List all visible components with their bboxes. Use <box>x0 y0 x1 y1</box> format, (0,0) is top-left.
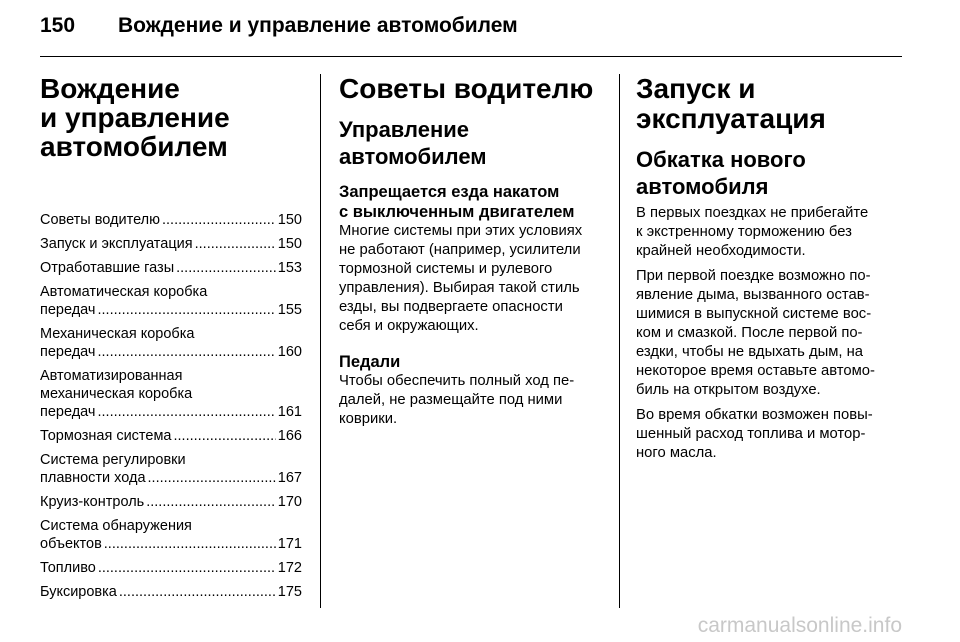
toc-leader-dots <box>162 211 276 229</box>
coasting-paragraph <box>339 222 611 336</box>
toc-entry[interactable] <box>40 325 302 361</box>
driving-tips-column <box>339 74 611 435</box>
toc-entry-title: Автоматизированная <box>40 368 183 384</box>
break-in-paragraph-1 <box>636 204 906 261</box>
text-line: тормозной системы и рулевого <box>339 261 553 277</box>
text-line: крайней необходимости. <box>636 243 806 259</box>
text-line: ного масла. <box>636 445 717 461</box>
text-line: биль на открытом воздухе. <box>636 382 821 398</box>
toc-leader-dots <box>98 403 276 421</box>
coasting-heading-line: с выключенным двигателем <box>339 203 575 221</box>
toc-entry[interactable] <box>40 451 302 487</box>
toc-entry[interactable] <box>40 211 302 229</box>
text-line: Во время обкатки возможен повы- <box>636 407 873 423</box>
toc-entry-title: Отработавшие газы <box>40 260 175 276</box>
toc-leader-dots <box>98 301 276 319</box>
text-line: к экстренному торможению без <box>636 224 852 240</box>
toc-entry-title: плавности хода <box>40 470 146 486</box>
pedals-paragraph <box>339 372 611 429</box>
toc-entry[interactable] <box>40 259 302 277</box>
text-line: Многие системы при этих условиях <box>339 223 583 239</box>
toc-entry[interactable] <box>40 559 302 577</box>
chapter-title <box>40 74 302 161</box>
text-line: Чтобы обеспечить полный ход пе- <box>339 373 575 389</box>
page-number: 150 <box>40 14 76 37</box>
toc-page-number: 150 <box>277 236 302 252</box>
text-line: не работают (например, усилители <box>339 242 581 258</box>
toc-page-number: 160 <box>277 344 302 360</box>
toc-page-number: 155 <box>277 302 302 318</box>
toc-page-number: 171 <box>277 536 302 552</box>
toc-page-number: 166 <box>277 428 302 444</box>
text-line: шимися в выпускной системе вос- <box>636 306 872 322</box>
toc-entry-title: Круиз-контроль <box>40 494 145 510</box>
column-divider-2 <box>619 74 620 608</box>
toc-leader-dots <box>98 559 276 577</box>
text-line: явление дыма, вызванного остав- <box>636 287 870 303</box>
section-title: Советы водителю <box>339 73 594 104</box>
toc-entry[interactable] <box>40 367 302 421</box>
subsection-title-line: автомобилем <box>339 144 487 169</box>
toc-entry-title: Топливо <box>40 560 96 576</box>
toc-page-number: 175 <box>277 584 302 600</box>
chapter-title-line: Вождение <box>40 73 180 104</box>
coasting-heading <box>339 182 611 222</box>
text-line: В первых поездках не прибегайте <box>636 205 869 221</box>
toc-leader-dots <box>195 235 276 253</box>
toc-entry-title: Система обнаружения <box>40 518 192 534</box>
toc-entry-title: механическая коробка <box>40 386 193 402</box>
text-line: ездки, чтобы не вдыхать дым, на <box>636 344 864 360</box>
toc-entry-title: передач <box>40 344 96 360</box>
toc-page-number: 153 <box>277 260 302 276</box>
toc-entry[interactable] <box>40 283 302 319</box>
toc-page-number: 167 <box>277 470 302 486</box>
page-header <box>40 14 518 44</box>
text-line: шенный расход топлива и мотор- <box>636 426 866 442</box>
toc-entry[interactable] <box>40 427 302 445</box>
toc-page-number: 172 <box>277 560 302 576</box>
subsection-title <box>339 116 611 170</box>
toc-entry[interactable] <box>40 517 302 553</box>
subsection-title-line: Обкатка нового <box>636 147 806 172</box>
column-divider-1 <box>320 74 321 608</box>
toc-entry-title: передач <box>40 404 96 420</box>
toc-leader-dots <box>148 469 276 487</box>
text-line: езды, вы подвергаете опасности <box>339 299 563 315</box>
section-title: Запуск и эксплуатация <box>636 73 826 134</box>
toc-entry-title: объектов <box>40 536 102 552</box>
toc-entry[interactable] <box>40 583 302 601</box>
toc-leader-dots <box>146 493 276 511</box>
pedals-heading: Педали <box>339 353 401 371</box>
toc-column <box>40 74 302 607</box>
toc-entry-title: Тормозная система <box>40 428 172 444</box>
toc-entry-title: Советы водителю <box>40 212 160 228</box>
chapter-title-line: и управление <box>40 102 230 133</box>
toc-leader-dots <box>98 343 276 361</box>
text-line: При первой поездке возможно по- <box>636 268 871 284</box>
text-line: себя и окружающих. <box>339 318 479 334</box>
subsection-title <box>636 146 906 200</box>
toc-leader-dots <box>176 259 276 277</box>
subsection-title-line: Управление <box>339 117 470 142</box>
toc-page-number: 170 <box>277 494 302 510</box>
break-in-paragraph-2 <box>636 267 906 400</box>
toc-entry-title: Автоматическая коробка <box>40 284 208 300</box>
toc-entry[interactable] <box>40 235 302 253</box>
watermark: carmanualsonline.info <box>697 614 902 637</box>
toc-leader-dots <box>104 535 276 553</box>
text-line: далей, не размещайте под ними <box>339 392 563 408</box>
break-in-paragraph-3 <box>636 406 906 463</box>
toc-entry-title: Система регулировки <box>40 452 186 468</box>
toc-entry-title: Запуск и эксплуатация <box>40 236 193 252</box>
header-rule <box>40 56 902 57</box>
toc-page-number: 161 <box>277 404 302 420</box>
subsection-title-line: автомобиля <box>636 174 769 199</box>
coasting-heading-line: Запрещается езда накатом <box>339 183 560 201</box>
text-line: управления). Выбирая такой стиль <box>339 280 580 296</box>
table-of-contents <box>40 211 302 601</box>
toc-entry-title: Механическая коробка <box>40 326 195 342</box>
starting-operation-column <box>636 74 906 469</box>
text-line: ком и смазкой. После первой по- <box>636 325 863 341</box>
text-line: коврики. <box>339 411 398 427</box>
toc-entry[interactable] <box>40 493 302 511</box>
toc-leader-dots <box>119 583 276 601</box>
text-line: некоторое время оставьте автомо- <box>636 363 875 379</box>
chapter-title-line: автомобилем <box>40 131 228 162</box>
toc-page-number: 150 <box>277 212 302 228</box>
toc-entry-title: Буксировка <box>40 584 117 600</box>
toc-entry-title: передач <box>40 302 96 318</box>
running-chapter-title: Вождение и управление автомобилем <box>118 14 518 37</box>
toc-leader-dots <box>174 427 276 445</box>
